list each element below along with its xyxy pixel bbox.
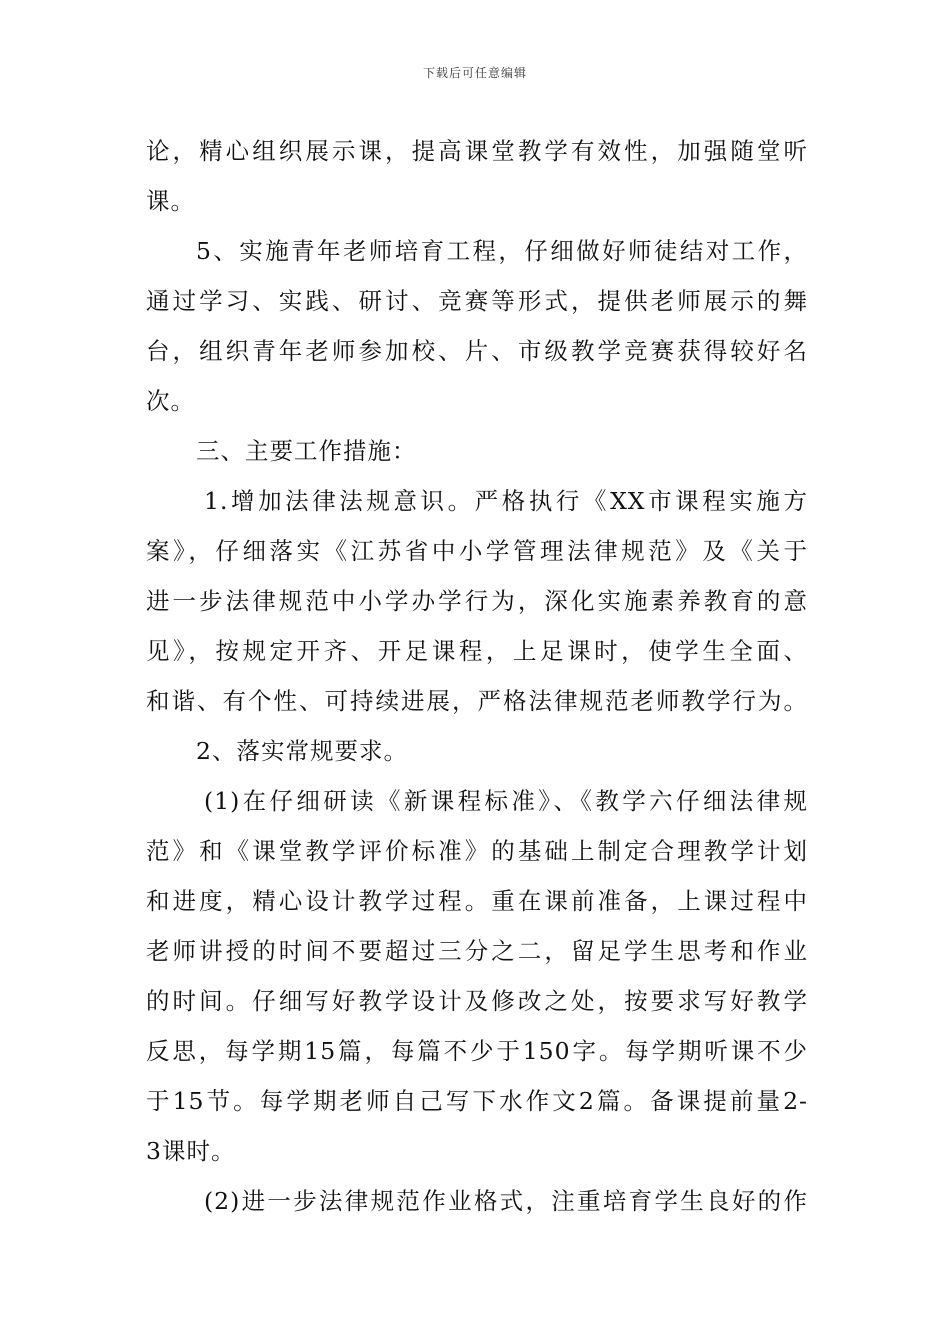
section-heading: 2、落实常规要求。 — [196, 737, 408, 765]
text-line: 论，精心组织展示课，提高课堂教学有效性，加强随堂听 — [146, 137, 808, 165]
text-line: 的时间。仔细写好教学设计及修改之处，按要求写好教学 — [146, 987, 808, 1015]
text-line: 通过学习、实践、研讨、竞赛等形式，提供老师展示的舞 — [146, 287, 808, 315]
text-line: 见》，按规定开齐、开足课程，上足课时，使学生全面、 — [146, 637, 808, 665]
text-line: 反思，每学期15篇，每篇不少于150字。每学期听课不少 — [146, 1037, 808, 1065]
section-heading: 三、主要工作措施： — [196, 437, 417, 465]
document-body — [146, 126, 808, 1226]
text-line: 课。 — [146, 187, 195, 215]
page-header: 下载后可任意编辑 — [422, 66, 527, 80]
text-line: 1.增加法律法规意识。严格执行《XX市课程实施方 — [204, 487, 808, 515]
text-line: (1)在仔细研读《新课程标准》、《教学六仔细法律规 — [204, 787, 808, 815]
text-line: 5、实施青年老师培育工程，仔细做好师徒结对工作， — [196, 237, 808, 265]
text-line: 老师讲授的时间不要超过三分之二，留足学生思考和作业 — [146, 937, 808, 965]
text-line: 范》和《课堂教学评价标准》的基础上制定合理教学计划 — [146, 837, 808, 865]
text-line: 次。 — [146, 387, 195, 415]
text-line: (2)进一步法律规范作业格式，注重培育学生良好的作 — [204, 1187, 808, 1215]
text-line: 3课时。 — [146, 1137, 236, 1165]
text-line: 案》，仔细落实《江苏省中小学管理法律规范》及《关于 — [146, 537, 808, 565]
text-line: 于15节。每学期老师自己写下水作文2篇。备课提前量2- — [146, 1087, 808, 1115]
text-line: 台，组织青年老师参加校、片、市级教学竞赛获得较好名 — [146, 337, 808, 365]
text-line: 和谐、有个性、可持续进展，严格法律规范老师教学行为。 — [146, 687, 808, 715]
text-line: 进一步法律规范中小学办学行为，深化实施素养教育的意 — [146, 587, 808, 615]
text-line: 和进度，精心设计教学过程。重在课前准备，上课过程中 — [146, 887, 808, 915]
